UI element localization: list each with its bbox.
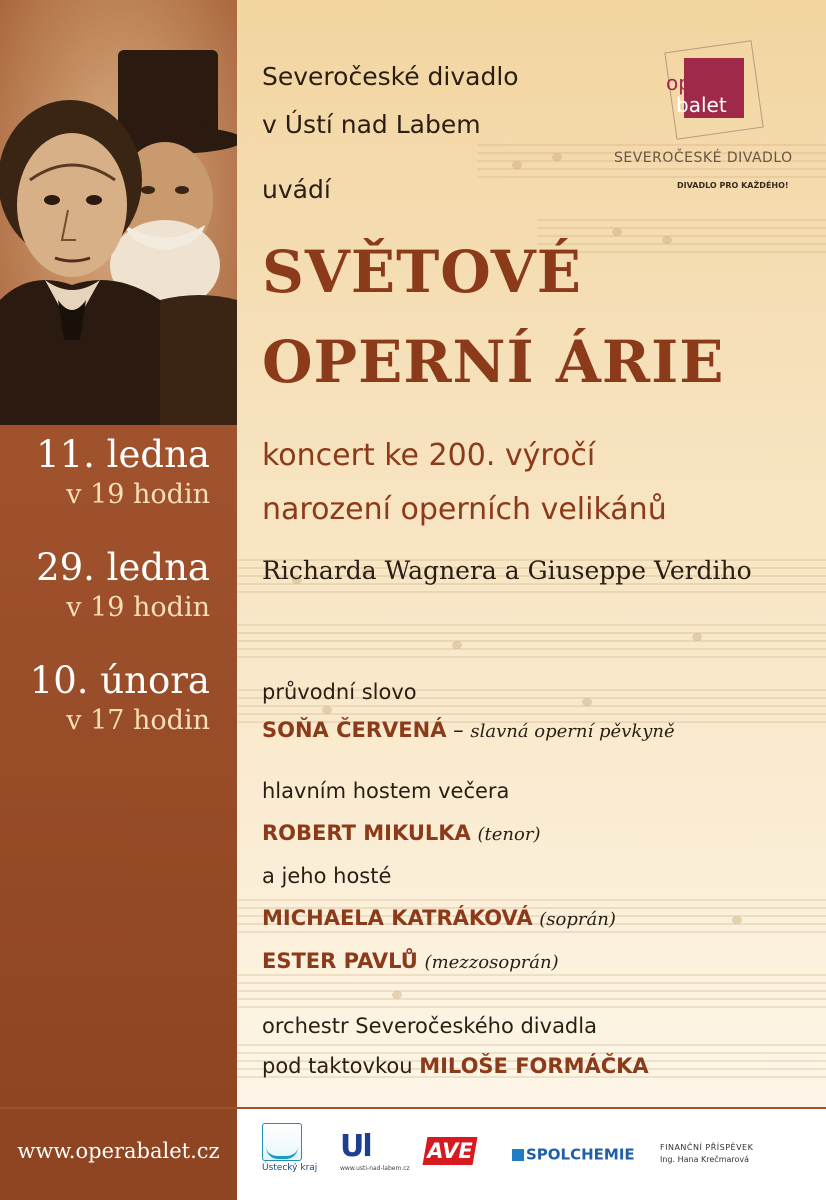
guest-2-name: ESTER PAVLŮ xyxy=(262,949,418,973)
narrator-dash: – xyxy=(453,718,464,742)
subtitle-line-2: narození operních velikánů xyxy=(262,492,667,527)
date-block xyxy=(36,546,210,626)
guests-label: a jeho hosté xyxy=(262,864,392,888)
guest-1-line xyxy=(262,903,616,935)
date-sidebar xyxy=(0,0,237,1107)
kraj-emblem-icon xyxy=(262,1123,302,1161)
footer xyxy=(0,1107,826,1200)
conductor-line xyxy=(262,1051,649,1081)
ave-text: AVE xyxy=(427,1139,473,1163)
main-guest-role: (tenor) xyxy=(477,824,541,845)
music-staves-background xyxy=(237,0,826,1107)
orchestra-line: orchestr Severočeského divadla xyxy=(262,1014,597,1038)
date-time: v 19 hodin xyxy=(66,479,210,510)
ul-mark: Ul xyxy=(340,1129,371,1164)
conductor-prefix: pod taktovkou xyxy=(262,1054,413,1078)
guest-2-role: (mezzosoprán) xyxy=(424,952,559,973)
financial-name: Ing. Hana Krečmarová xyxy=(660,1155,750,1164)
sponsor-financial-contribution xyxy=(660,1143,753,1164)
narrator-line xyxy=(262,715,675,747)
date-block xyxy=(36,433,210,513)
organizer-line-2: v Ústí nad Labem xyxy=(262,110,481,139)
organizer-line-3: uvádí xyxy=(262,175,331,204)
main-guest-name: ROBERT MIKULKA xyxy=(262,821,471,845)
guest-1-name: MICHAELA KATRÁKOVÁ xyxy=(262,906,533,930)
date-day: 10. února xyxy=(29,659,210,702)
opera-balet-logo xyxy=(664,38,764,138)
sponsor-usti-city-logo xyxy=(340,1129,410,1172)
logo-tagline: DIVADLO PRO KAŽDÉHO! xyxy=(677,181,789,190)
subtitle-line-1: koncert ke 200. výročí xyxy=(262,438,596,473)
date-time: v 17 hodin xyxy=(66,705,210,736)
conductor-name: MILOŠE FORMÁČKA xyxy=(419,1054,649,1078)
spolchemie-square-icon xyxy=(512,1149,524,1161)
spolchemie-text: SPOLCHEMIE xyxy=(526,1145,635,1164)
main-guest-label: hlavním hostem večera xyxy=(262,779,510,803)
narrator-role: slavná operní pěvkyně xyxy=(470,721,675,742)
date-time: v 19 hodin xyxy=(66,592,210,623)
portrait-illustration xyxy=(0,0,237,425)
composers-portrait xyxy=(0,0,237,425)
event-title-line-1: SVĚTOVÉ xyxy=(262,238,582,306)
guest-2-line xyxy=(262,946,559,978)
narrator-name: SOŇA ČERVENÁ xyxy=(262,718,447,742)
sponsor-spolchemie-logo xyxy=(512,1144,635,1164)
footer-website-panel xyxy=(0,1109,237,1200)
kraj-label: Ústecký kraj xyxy=(262,1163,318,1173)
ul-url: www.usti-nad-labem.cz xyxy=(340,1165,410,1172)
narrator-label: průvodní slovo xyxy=(262,680,417,704)
event-title-line-2: OPERNÍ ÁRIE xyxy=(262,328,725,396)
main-content xyxy=(237,0,826,1107)
date-day: 29. ledna xyxy=(36,546,210,589)
logo-word-balet: balet xyxy=(676,93,727,117)
financial-label: FINANČNÍ PŘÍSPĚVEK xyxy=(660,1143,754,1152)
guest-1-role: (soprán) xyxy=(539,909,616,930)
website-link[interactable]: www.operabalet.cz xyxy=(17,1139,220,1163)
logo-word-opera: opera xyxy=(666,71,724,95)
composers-line: Richarda Wagnera a Giuseppe Verdiho xyxy=(262,556,752,585)
sponsor-ave-logo xyxy=(423,1137,478,1165)
logo-company-name: SEVEROČESKÉ DIVADLO xyxy=(614,150,793,166)
date-day: 11. ledna xyxy=(36,433,210,476)
date-block xyxy=(30,659,210,739)
sponsor-ustecky-kraj-logo xyxy=(262,1123,318,1183)
main-guest-line xyxy=(262,818,540,850)
organizer-line-1: Severočeské divadlo xyxy=(262,62,519,91)
